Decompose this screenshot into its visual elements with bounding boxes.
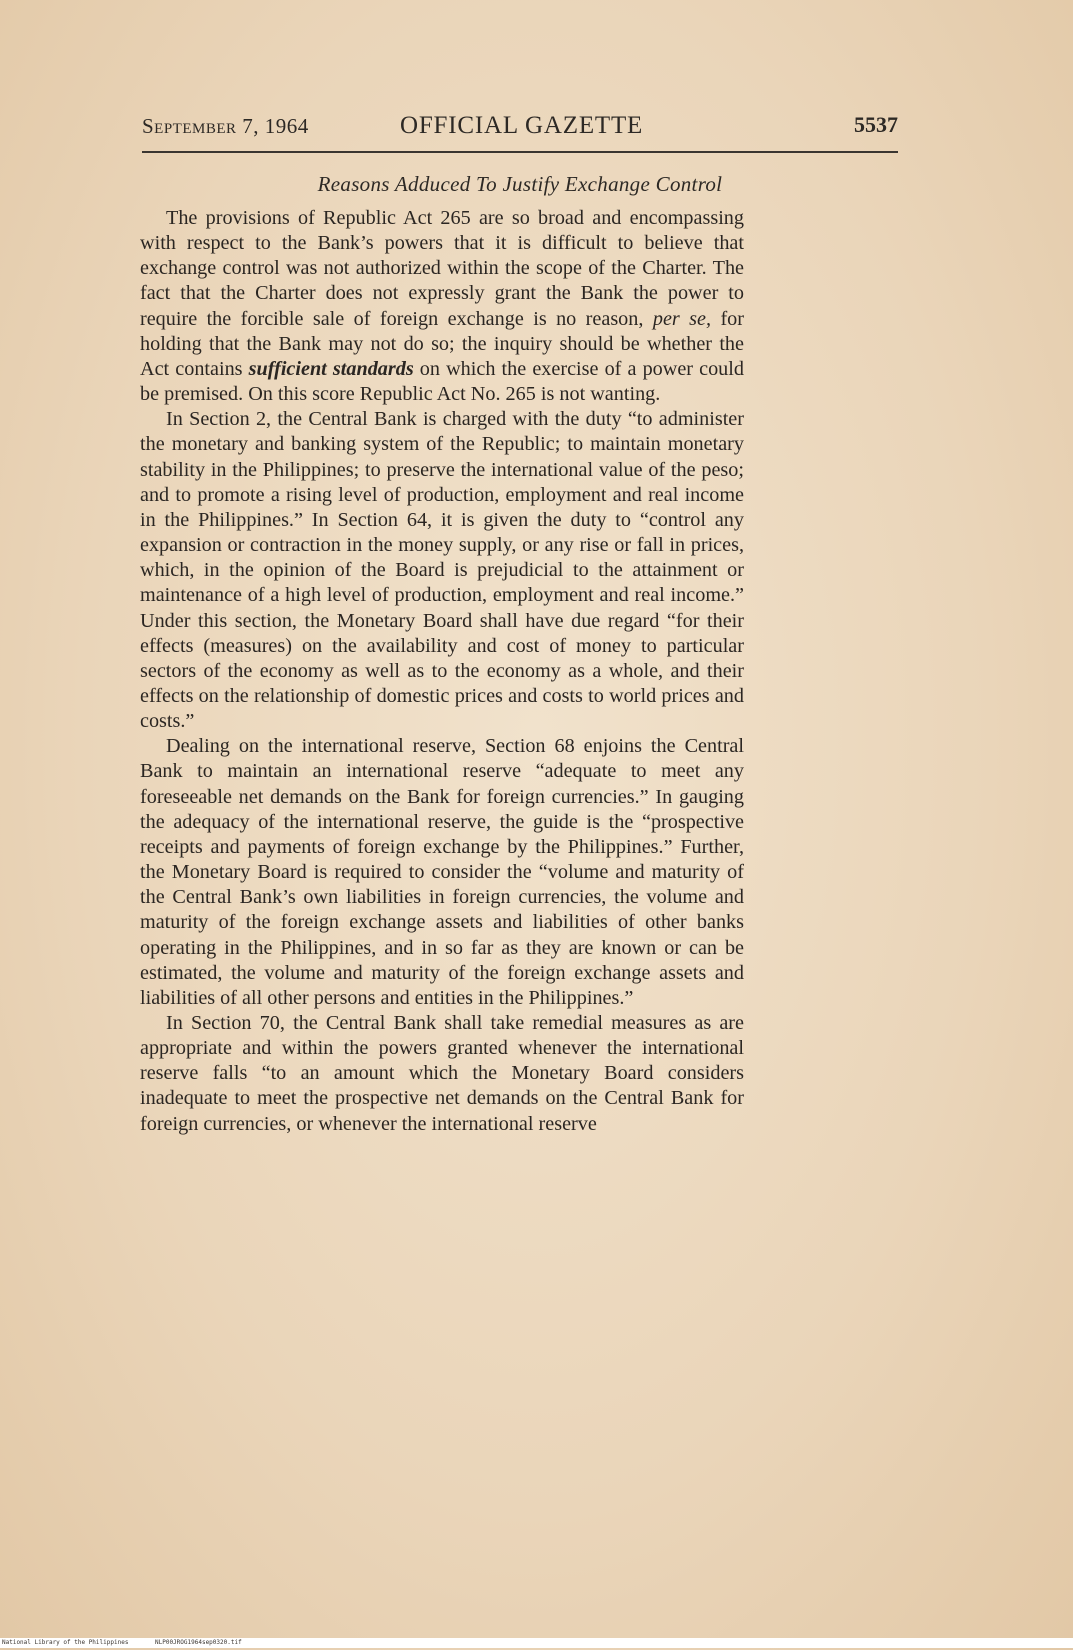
- paragraph-1-sufficient-standards: sufficient standards: [248, 357, 414, 380]
- header-rule: [142, 151, 898, 153]
- section-heading: Reasons Adduced To Justify Exchange Control: [317, 172, 723, 196]
- paragraph-1-part-a: The provisions of Republic Act 265 are so broad and encompassing with respect to the Bank’s powers that it is difficult to believe that exchange control was not authorized within the scope of the Charter. The fact that the Charter does not expressly grant the Bank the power to require the forcible sale of foreign exchange is no reason,: [140, 207, 744, 330]
- footer-library: National Library of the Philippines: [2, 1639, 129, 1646]
- paragraph-3: Dealing on the international reserve, Section 68 enjoins the Central Bank to maintain an international reserve “adequate to meet any foreseeable net demands on the Bank for foreign currencies.” In gauging the adequacy of the international reserve, the guide is the “prospective receipts and payments of foreign exchange by the Philippines.” Further, the Monetary Board is required to consider the “volume and maturity of the Central Bank’s own liabilities in foreign currencies, the volume and maturity of the foreign exchange assets and liabilities of other banks operating in the Philippines, and in so far as they are known or can be estimated, the volume and maturity of the foreign exchange assets and liabilities of all other persons and entities in the Philippines.”: [140, 735, 744, 1009]
- header-page-number: 5537: [854, 112, 898, 137]
- page-header: [142, 112, 898, 144]
- paragraph-1-part-c: for holding that the Bank may not do so; the inquiry should be whether the Act contains: [140, 307, 744, 380]
- paragraph-1-part-e: on which the exercise of a power could be premised. On this score Republic Act No. 265 is not wanting.: [140, 357, 744, 406]
- scan-footer: [0, 1638, 1073, 1648]
- header-title: OFFICIAL GAZETTE: [400, 112, 644, 139]
- paragraph-1: [140, 206, 744, 407]
- paragraph-4: In Section 70, the Central Bank shall take remedial measures as are appropriate and within the powers granted whenever the international reserve falls “to an amount which the Monetary Board considers inadequate to meet the prospective net demands on the Central Bank for foreign currencies, or whenever the international reserve: [140, 1012, 744, 1135]
- article-body: [140, 206, 744, 1137]
- footer-filename: NLP00JROG1964sep0320.tif: [155, 1639, 242, 1646]
- paragraph-1-per-se: per se,: [652, 307, 712, 330]
- paragraph-2: In Section 2, the Central Bank is charged with the duty “to administer the monetary and banking system of the Republic; to maintain monetary stability in the Philippines; to preserve the international value of the peso; and to promote a rising level of production, employment and real income in the Philippines.” In Section 64, it is given the duty to “control any expansion or contraction in the money supply, or any rise or fall in prices, which, in the opinion of the Board is prejudicial to the attainment or maintenance of a high level of production, employment and real income.” Under this section, the Monetary Board shall have due regard “for their effects (measures) on the availability and cost of money to particular sectors of the economy as well as to the economy as a whole, and their effects on the relationship of domestic prices and costs to world prices and costs.”: [140, 408, 744, 733]
- header-date: September 7, 1964: [142, 114, 309, 138]
